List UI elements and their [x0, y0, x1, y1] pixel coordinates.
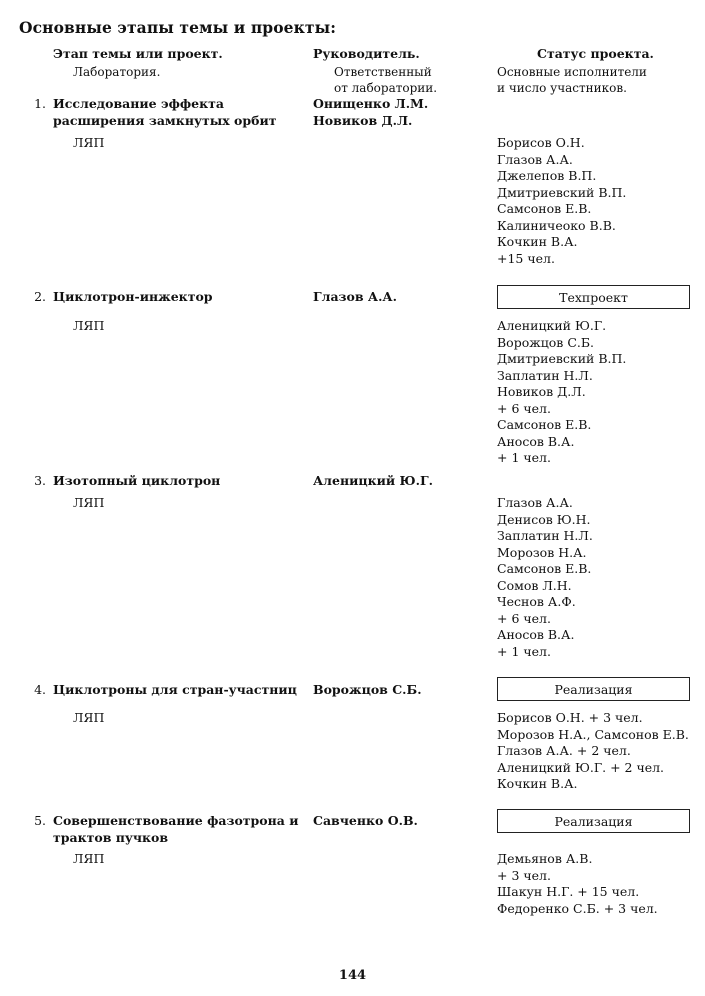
person: Заплатин Н.Л. — [497, 367, 593, 383]
stage-leader — [313, 473, 433, 490]
leader-name: Новиков Д.Л. — [313, 112, 413, 128]
person: Аленицкий Ю.Г. — [497, 318, 607, 333]
col-status-subheader-2: и число участников. — [497, 81, 627, 95]
person: +15 чел. — [497, 250, 555, 266]
col-stage-header: Этап темы или проект. — [53, 46, 223, 61]
stage-leader — [313, 96, 428, 129]
person: Самсонов Е.В. — [497, 417, 592, 432]
stage-lab: ЛЯП — [73, 710, 105, 725]
leader-name: Онищенко Л.М. — [313, 96, 429, 111]
person: + 1 чел. — [497, 450, 551, 465]
stage-lab: ЛЯП — [73, 851, 105, 866]
person: Борисов О.Н. + 3 чел. — [497, 710, 643, 725]
page-number: 144 — [338, 968, 367, 983]
person: Морозов Н.А. — [497, 544, 587, 560]
stage-title-line: Совершенствование фазотрона и — [53, 813, 299, 828]
stage-title-line: Изотопный циклотрон — [53, 473, 221, 488]
stage-lab: ЛЯП — [73, 318, 105, 333]
leader-name: Савченко О.В. — [313, 813, 418, 828]
person: Глазов А.А. — [497, 151, 573, 167]
person: Дмитриевский В.П. — [497, 351, 627, 366]
person: Шакун Н.Г. + 15 чел. — [497, 884, 640, 899]
col-leader-header: Руководитель. — [313, 46, 420, 61]
person: Калиничеоко В.В. — [497, 217, 616, 233]
person: + 6 чел. — [497, 400, 551, 416]
person: Глазов А.А. — [497, 495, 573, 510]
col-stage-subheader: Лаборатория. — [73, 65, 161, 79]
stage-title-line: трактов пучков — [53, 829, 169, 845]
person: Аленицкий Ю.Г. + 2 чел. — [497, 759, 665, 775]
person: Новиков Д.Л. — [497, 384, 586, 399]
stage-number: 2. — [34, 289, 46, 304]
person: Демьянов А.В. — [497, 851, 593, 866]
col-status-header: Статус проекта. — [537, 46, 654, 61]
stage-people-list — [497, 318, 626, 467]
stage-people-list — [497, 135, 626, 267]
person: Борисов О.Н. — [497, 135, 585, 150]
status-badge: Реализация — [497, 677, 690, 701]
person: Сомов Л.Н. — [497, 577, 572, 593]
stage-title-line: Циклотрон-инжектор — [53, 289, 213, 304]
col-leader-subheader-1: Ответственный — [334, 65, 432, 79]
stage-lab: ЛЯП — [73, 135, 105, 150]
person: Самсонов Е.В. — [497, 201, 592, 216]
stage-leader — [313, 289, 397, 306]
stage-people-list — [497, 710, 689, 793]
person: Ворожцов С.Б. — [497, 334, 595, 350]
stage-lab: ЛЯП — [73, 495, 105, 510]
col-status-subheader-1: Основные исполнители — [497, 65, 647, 79]
person: Кочкин В.А. — [497, 234, 578, 249]
person: Морозов Н.А., Самсонов Е.В. — [497, 726, 689, 742]
page-title: Основные этапы темы и проекты: — [19, 18, 337, 37]
person: Аносов В.А. — [497, 627, 575, 642]
person: Глазов А.А. + 2 чел. — [497, 743, 631, 758]
leader-name: Глазов А.А. — [313, 289, 397, 304]
leader-name: Аленицкий Ю.Г. — [313, 473, 433, 488]
stage-number: 3. — [34, 473, 46, 488]
stage-number: 4. — [34, 682, 46, 697]
status-badge: Техпроект — [497, 285, 690, 309]
stage-number: 5. — [34, 813, 46, 828]
person: Самсонов Е.В. — [497, 561, 592, 576]
col-leader-subheader-2: от лаборатории. — [334, 81, 438, 95]
person: Аносов В.А. — [497, 433, 575, 449]
stage-title — [53, 289, 213, 306]
stage-title — [53, 473, 220, 490]
stage-title-line: Циклотроны для стран-участниц — [53, 682, 297, 697]
person: Заплатин Н.Л. — [497, 528, 593, 543]
stage-number: 1. — [34, 96, 46, 111]
person: Федоренко С.Б. + 3 чел. — [497, 900, 658, 916]
person: Джелепов В.П. — [497, 168, 597, 183]
person: Дмитриевский В.П. — [497, 184, 627, 200]
stage-people-list — [497, 851, 658, 917]
status-badge: Реализация — [497, 809, 690, 833]
stage-title — [53, 682, 297, 699]
stage-leader — [313, 682, 422, 699]
person: Денисов Ю.Н. — [497, 511, 591, 527]
stage-leader — [313, 813, 418, 830]
stage-people-list — [497, 495, 593, 660]
person: Кочкин В.А. — [497, 776, 578, 791]
person: + 3 чел. — [497, 867, 551, 883]
person: Чеснов А.Ф. — [497, 594, 576, 609]
person: + 6 чел. — [497, 610, 551, 626]
person: + 1 чел. — [497, 643, 551, 659]
leader-name: Ворожцов С.Б. — [313, 682, 422, 697]
stage-title-line: Исследование эффекта — [53, 96, 224, 111]
stage-title — [53, 96, 276, 129]
stage-title-line: расширения замкнутых орбит — [53, 112, 277, 128]
stage-title — [53, 813, 298, 846]
